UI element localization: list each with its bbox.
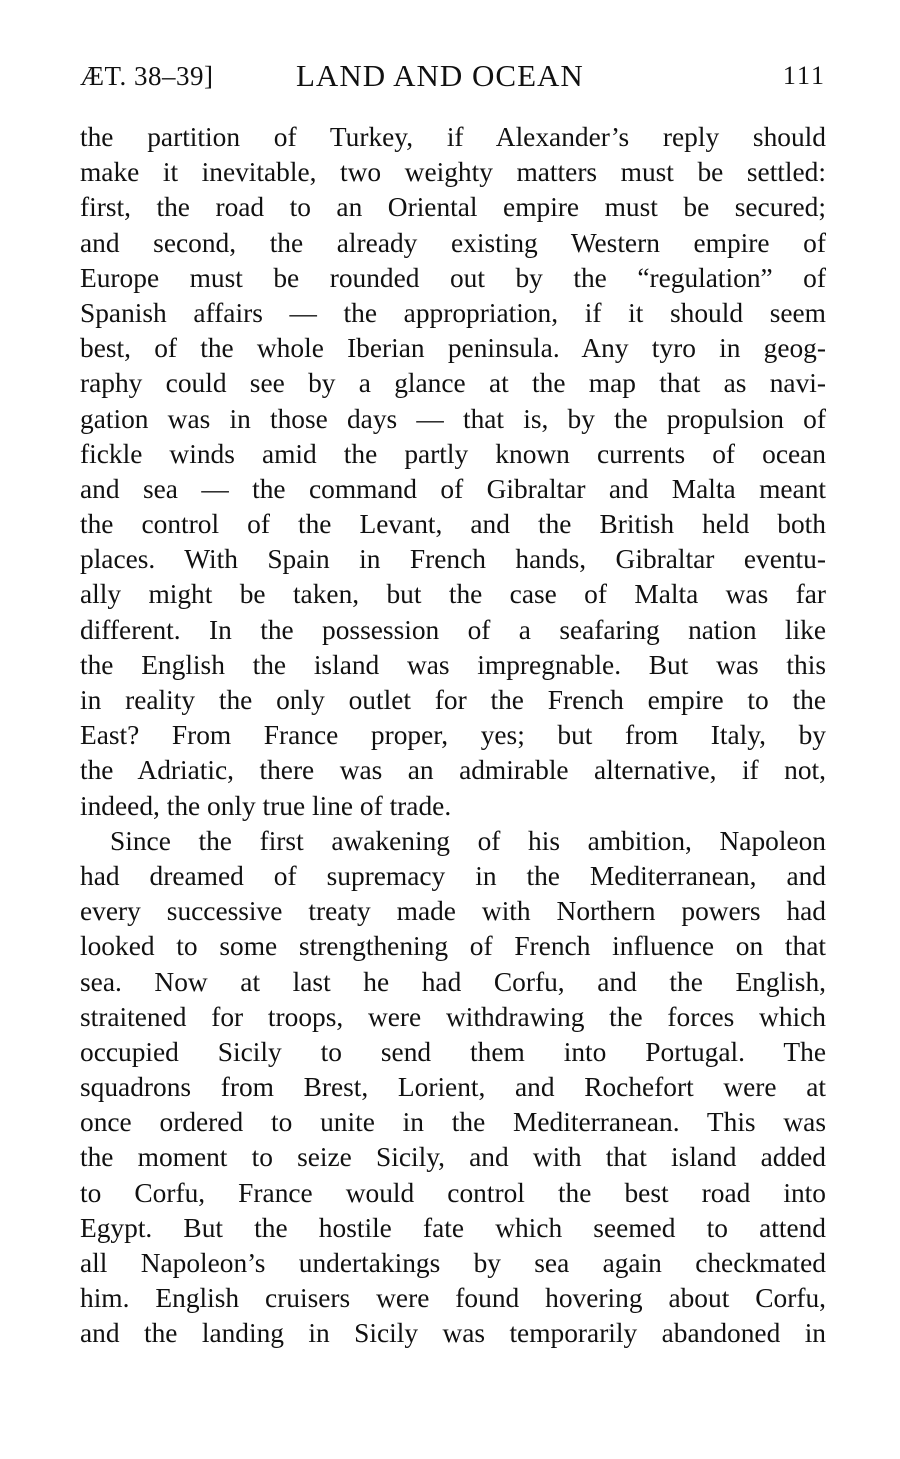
text-line: Spanish affairs — the appropriation, if it should seem [80,297,826,328]
text-line: sea. Now at last he had Corfu, and the English, [80,966,826,997]
text-line: looked to some strengthening of French influence on that [80,931,826,962]
text-line: first, the road to an Oriental empire must be secured; [80,192,826,223]
text-line: the English the island was impregnable. But was this [80,649,826,680]
header-chapter-title: LAND AND OCEAN [296,58,584,93]
text-line: in reality the only outlet for the French empire to the [80,685,826,715]
text-line: occupied Sicily to send them into Portugal. The [80,1036,826,1067]
text-line: straitened for troops, were withdrawing the forces which [80,1001,826,1032]
text-line: places. With Spain in French hands, Gibraltar eventu- [80,544,826,575]
text-line: every successive treaty made with Northern powers had [80,896,826,927]
text-line: the moment to seize Sicily, and with that island added [80,1142,826,1173]
text-line: squadrons from Brest, Lorient, and Rochefort were at [80,1072,826,1103]
text-line: to Corfu, France would control the best road into [80,1177,826,1208]
header-page-number: 111 [782,61,826,90]
text-line: Since the first awakening of his ambition, Napoleon [110,825,826,856]
paragraph [80,824,826,1352]
text-line: raphy could see by a glance at the map that as navi- [80,368,826,399]
text-line: once ordered to unite in the Mediterranean. This was [80,1107,826,1138]
text-line: best, of the whole Iberian peninsula. Any tyro in geog- [80,333,826,364]
text-line: and the landing in Sicily was temporarily abandoned in [80,1318,826,1349]
text-line: the Adriatic, there was an admirable alternative, if not, [80,755,826,786]
text-line: fickle winds amid the partly known currents of ocean [80,438,826,469]
text-line: the partition of Turkey, if Alexander’s reply should [80,122,826,152]
text-line: East? From France proper, yes; but from Italy, by [80,720,826,751]
body-text [80,120,826,1352]
text-line: make it inevitable, two weighty matters must be settled: [80,157,826,188]
text-line: Europe must be rounded out by the “regulation” of [80,262,826,293]
text-line: Egypt. But the hostile fate which seemed to attend [80,1212,826,1243]
text-line: had dreamed of supremacy in the Mediterranean, and [80,860,826,891]
text-line: different. In the possession of a seafaring nation like [80,614,826,645]
text-line: the control of the Levant, and the British held both [80,509,826,540]
text-line: gation was in those days — that is, by the propulsion of [80,403,826,434]
paragraph [80,120,826,824]
header-age-range: ÆT. 38–39] [80,61,214,91]
text-line: him. English cruisers were found hovering about Corfu, [80,1283,826,1314]
text-line: and second, the already existing Western empire of [80,227,826,258]
running-head [80,56,826,96]
text-line: ally might be taken, but the case of Malta was far [80,579,826,610]
text-line: indeed, the only true line of trade. [80,790,452,821]
text-line: and sea — the command of Gibraltar and Malta meant [80,473,826,504]
text-line: all Napoleon’s undertakings by sea again checkmated [80,1248,826,1278]
